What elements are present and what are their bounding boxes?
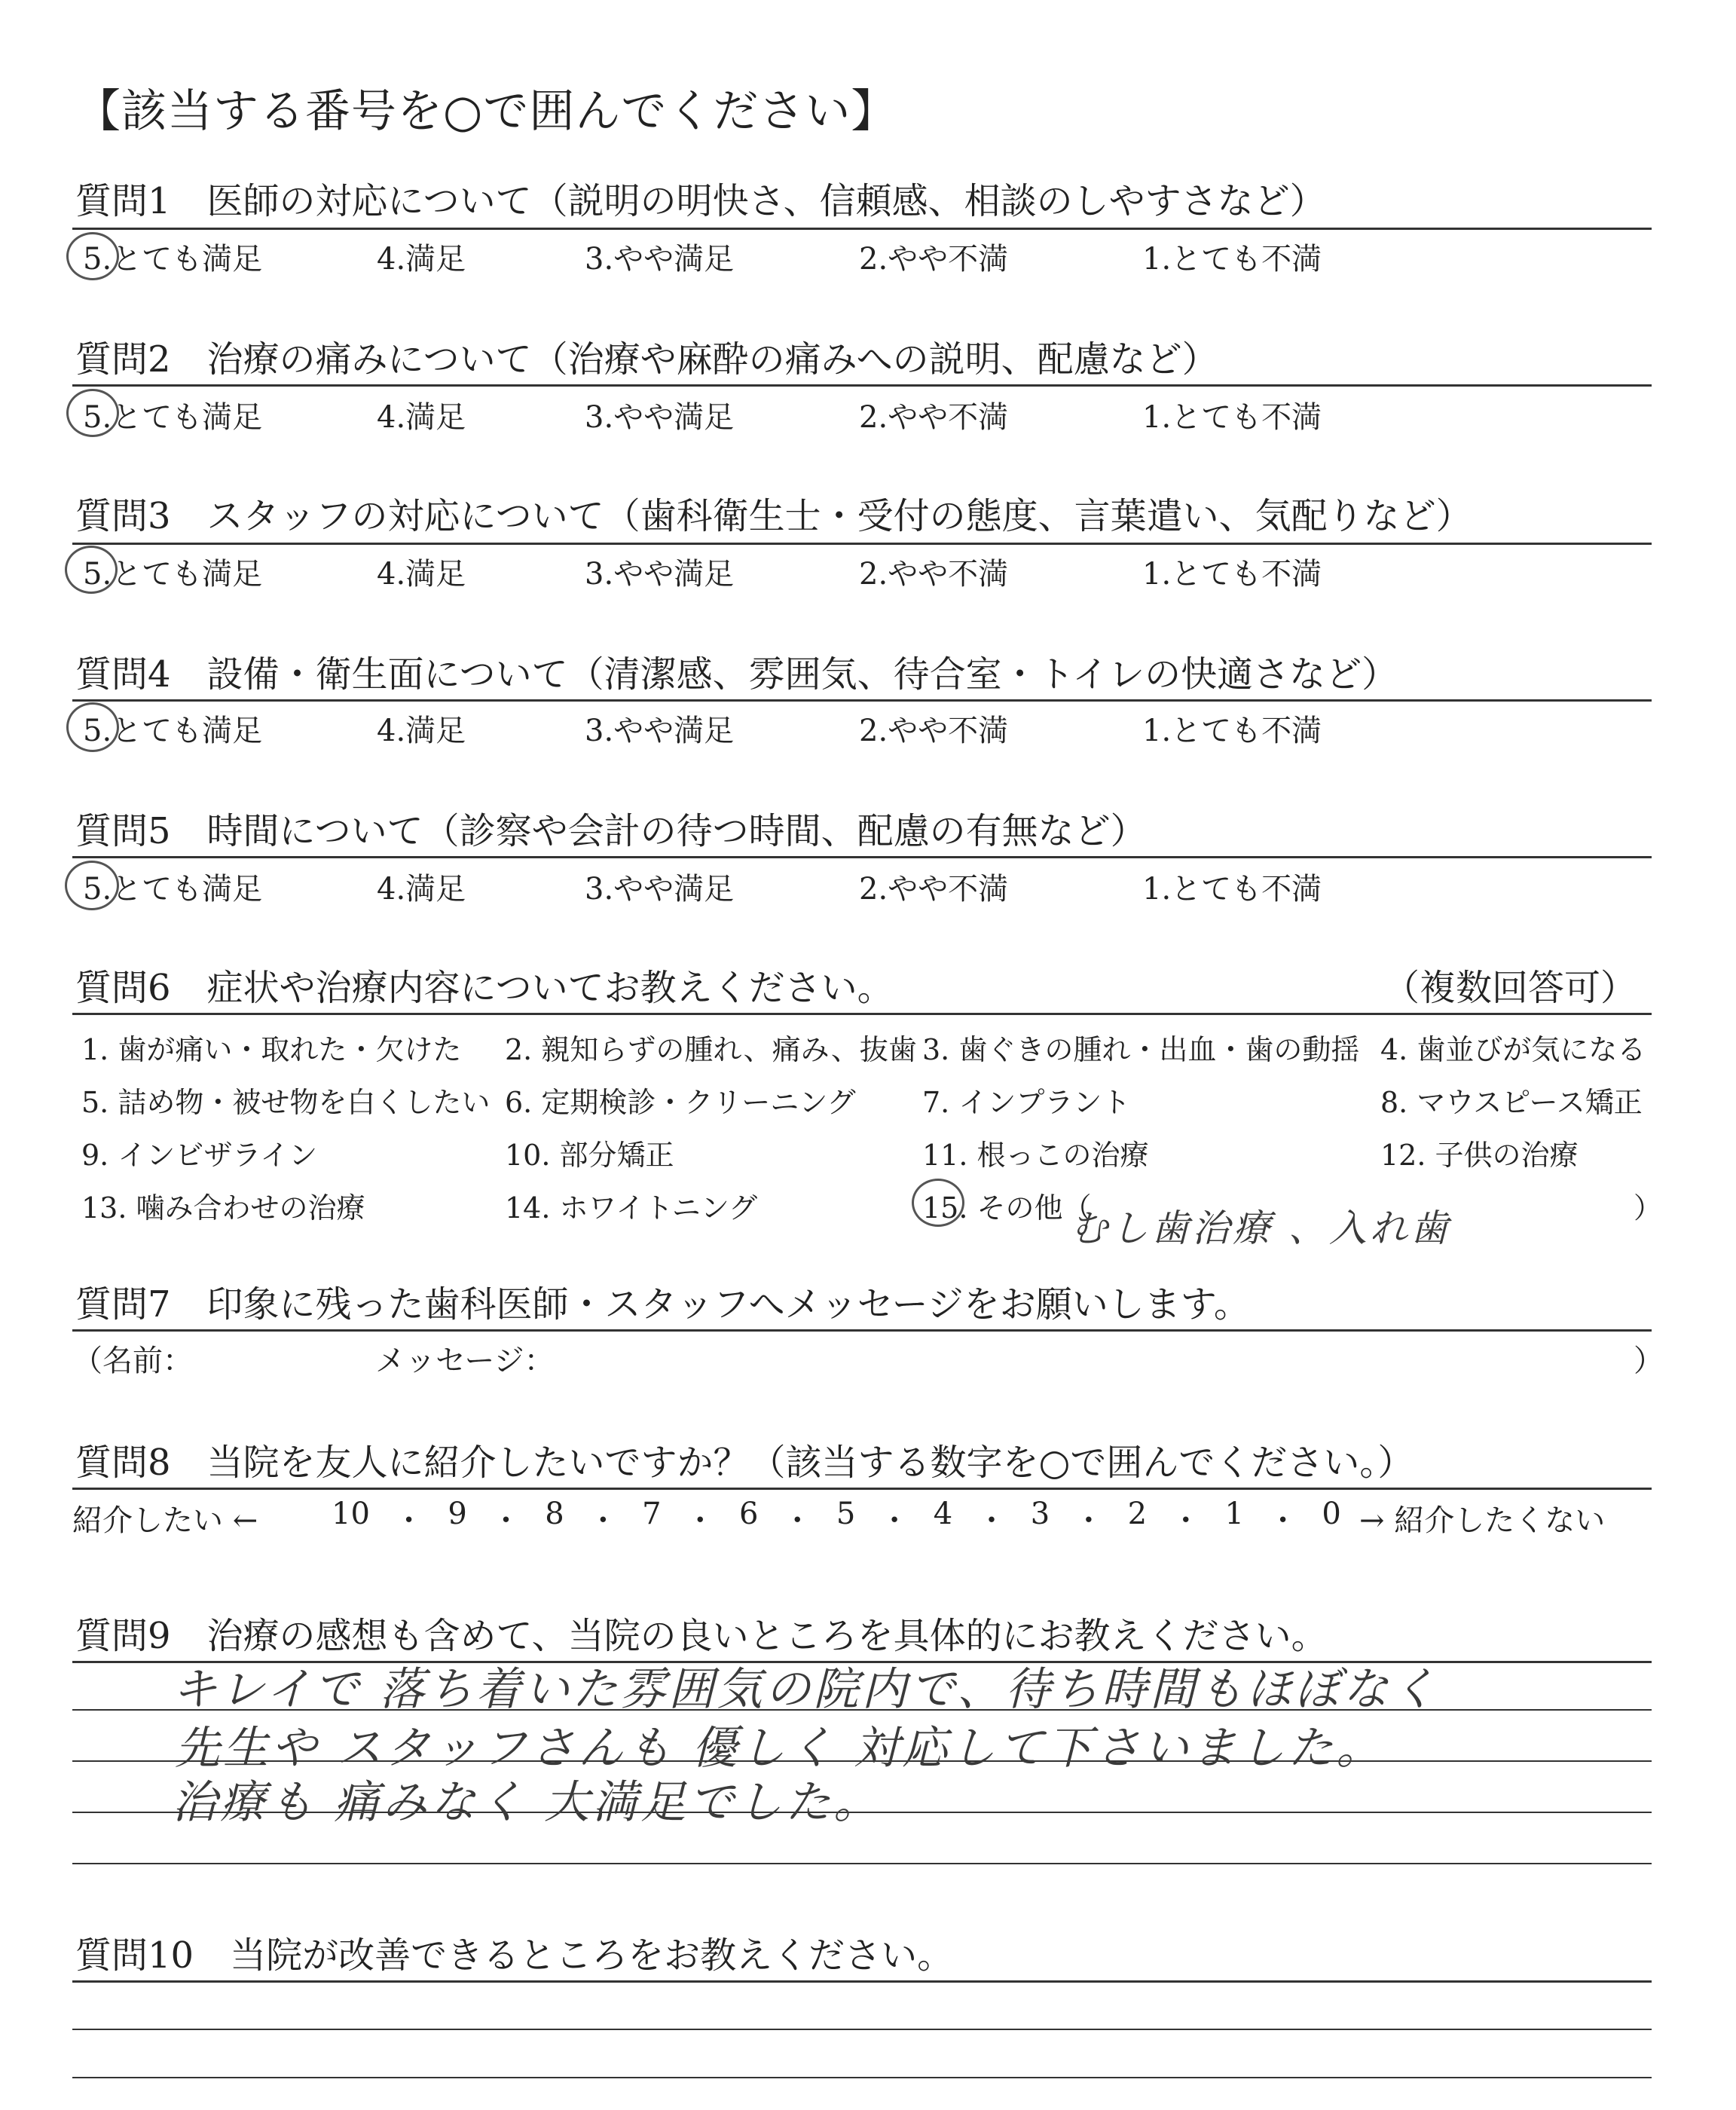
q1-option-2[interactable]: 2.やや不満 (859, 242, 1009, 277)
q3-option-1[interactable]: 1.とても不満 (1142, 557, 1322, 592)
q4-option-5[interactable]: 5.とても満足 (83, 714, 263, 748)
question-3-label: 質問3 スタッフの対応について（歯科衛生士・受付の態度、言葉遣い、気配りなど） (75, 495, 1472, 537)
question-1-rule (72, 228, 1652, 230)
q6-item-14[interactable]: 14. ホワイトニング (505, 1191, 758, 1225)
q3-option-2[interactable]: 2.やや不満 (859, 557, 1009, 592)
question-7-label: 質問7 印象に残った歯科医師・スタッフへメッセージをお願いします。 (75, 1283, 1250, 1326)
q8-scale-0[interactable]: 0 (1322, 1497, 1341, 1531)
q6-item-11[interactable]: 11. 根っこの治療 (922, 1139, 1149, 1172)
question-10-rule-1 (72, 1980, 1652, 1983)
question-8-label: 質問8 当院を友人に紹介したいですか？（該当する数字を○で囲んでください。） (75, 1442, 1414, 1484)
page-title: 【該当する番号を○で囲んでください】 (75, 85, 897, 138)
q6-item-12[interactable]: 12. 子供の治療 (1380, 1139, 1579, 1172)
q8-scale-7[interactable]: 7 (642, 1497, 662, 1531)
q3-option-3[interactable]: 3.やや満足 (585, 557, 735, 592)
question-10-rule-3 (72, 2077, 1652, 2078)
question-5-rule (72, 856, 1652, 858)
q8-scale-5[interactable]: 5 (836, 1497, 856, 1531)
q5-option-4[interactable]: 4.満足 (377, 872, 466, 907)
q4-option-2[interactable]: 2.やや不満 (859, 714, 1009, 748)
q8-scale-dot: ・ (491, 1503, 521, 1538)
q1-answer-circle (66, 232, 119, 280)
q8-scale-2[interactable]: 2 (1127, 1497, 1148, 1531)
q6-item-9[interactable]: 9. インビザライン (81, 1139, 318, 1172)
q3-answer-circle (65, 546, 118, 594)
question-5-label: 質問5 時間について（診察や会計の待つ時間、配慮の有無など） (75, 810, 1147, 852)
q8-scale-dot: ・ (588, 1503, 619, 1538)
q8-scale-dot: ・ (685, 1503, 716, 1538)
q9-handwritten-line-2[interactable]: 先生や スタッフさんも 優しく 対応して下さいました。 (175, 1722, 1385, 1775)
q7-name-label: （名前： (72, 1344, 193, 1378)
q8-scale-1[interactable]: 1 (1224, 1497, 1244, 1531)
q6-item-15[interactable]: 15. その他（ (922, 1191, 1092, 1225)
q1-option-5[interactable]: 5.とても満足 (83, 242, 263, 277)
q8-scale-10[interactable]: 10 (332, 1497, 370, 1531)
q9-handwritten-line-3[interactable]: 治療も 痛みなく 大満足でした。 (172, 1776, 882, 1829)
q2-option-4[interactable]: 4.満足 (377, 400, 466, 435)
q6-item-10[interactable]: 10. 部分矯正 (505, 1139, 674, 1172)
q2-option-3[interactable]: 3.やや満足 (585, 400, 735, 435)
q7-message-label: メッセージ： (375, 1344, 555, 1378)
question-3-rule (72, 543, 1652, 545)
q6-item-15-close: ） (1634, 1191, 1663, 1225)
q8-scale-3[interactable]: 3 (1030, 1497, 1050, 1531)
q3-option-5[interactable]: 5.とても満足 (83, 557, 263, 592)
question-2-rule (72, 384, 1652, 387)
question-4-label: 質問4 設備・衛生面について（清潔感、雰囲気、待合室・トイレの快適さなど） (75, 653, 1398, 696)
q8-scale-dot: ・ (976, 1503, 1007, 1538)
question-1-label: 質問1 医師の対応について（説明の明快さ、信頼感、相談のしやすさなど） (75, 180, 1326, 222)
q6-item-6[interactable]: 6. 定期検診・クリーニング (505, 1086, 856, 1119)
q1-option-4[interactable]: 4.満足 (377, 242, 466, 277)
q5-option-3[interactable]: 3.やや満足 (585, 872, 735, 907)
q6-item-13[interactable]: 13. 噛み合わせの治療 (81, 1191, 365, 1225)
q8-scale-4[interactable]: 4 (933, 1497, 953, 1531)
q8-scale-dot: ・ (782, 1503, 813, 1538)
q6-item-2[interactable]: 2. 親知らずの腫れ、痛み、抜歯 (505, 1033, 917, 1066)
q5-option-5[interactable]: 5.とても満足 (83, 872, 263, 907)
q5-option-2[interactable]: 2.やや不満 (859, 872, 1009, 907)
q3-option-4[interactable]: 4.満足 (377, 557, 466, 592)
q8-scale-dot: ・ (1267, 1503, 1298, 1538)
question-6-label: 質問6 症状や治療内容についてお教えください。 (75, 967, 894, 1009)
q4-answer-circle (66, 702, 119, 752)
q2-option-5[interactable]: 5.とても満足 (83, 400, 263, 435)
q8-right-label: → 紹介したくない (1359, 1503, 1606, 1538)
q8-scale-dot: ・ (1073, 1503, 1104, 1538)
q8-scale-dot: ・ (393, 1503, 424, 1538)
q6-item-1[interactable]: 1. 歯が痛い・取れた・欠けた (81, 1033, 462, 1066)
q6-item-3[interactable]: 3. 歯ぐきの腫れ・出血・歯の動揺 (922, 1033, 1360, 1066)
question-4-rule (72, 699, 1652, 702)
q2-answer-circle (66, 389, 119, 437)
q6-item-5[interactable]: 5. 詰め物・被せ物を白くしたい (81, 1086, 491, 1119)
q7-close: ） (1634, 1344, 1664, 1378)
question-8-rule (72, 1488, 1652, 1490)
q5-answer-circle (65, 861, 119, 910)
q1-option-1[interactable]: 1.とても不満 (1142, 242, 1322, 277)
q6-item-8[interactable]: 8. マウスピース矯正 (1380, 1086, 1643, 1119)
q8-scale-dot: ・ (1170, 1503, 1201, 1538)
q5-option-1[interactable]: 1.とても不満 (1142, 872, 1322, 907)
q6-other-handwritten[interactable]: むし歯治療 、入れ歯 (1070, 1206, 1451, 1250)
question-10-rule-2 (72, 2029, 1652, 2030)
q6-item-15-circle (912, 1179, 964, 1227)
q8-scale-dot: ・ (879, 1503, 910, 1538)
question-2-label: 質問2 治療の痛みについて（治療や麻酔の痛みへの説明、配慮など） (75, 338, 1218, 381)
q8-scale (332, 1497, 1341, 1540)
q6-item-7[interactable]: 7. インプラント (922, 1086, 1131, 1119)
q4-option-4[interactable]: 4.満足 (377, 714, 466, 748)
question-9-rule-5 (72, 1863, 1652, 1864)
q2-option-1[interactable]: 1.とても不満 (1142, 400, 1322, 435)
question-10-label: 質問10 当院が改善できるところをお教えください。 (75, 1934, 954, 1977)
q8-scale-9[interactable]: 9 (448, 1497, 467, 1531)
q4-option-3[interactable]: 3.やや満足 (585, 714, 735, 748)
question-6-note: （複数回答可） (1383, 967, 1637, 1009)
q8-left-label: 紹介したい ← (72, 1503, 258, 1538)
question-7-rule (72, 1329, 1652, 1332)
q1-option-3[interactable]: 3.やや満足 (585, 242, 735, 277)
question-6-rule (72, 1013, 1652, 1015)
q4-option-1[interactable]: 1.とても不満 (1142, 714, 1322, 748)
q9-handwritten-line-1[interactable]: キレイで 落ち着いた雰囲気の院内で、待ち時間もほぼなく (172, 1663, 1440, 1716)
q2-option-2[interactable]: 2.やや不満 (859, 400, 1009, 435)
q6-item-4[interactable]: 4. 歯並びが気になる (1380, 1033, 1646, 1066)
q8-scale-8[interactable]: 8 (545, 1497, 564, 1531)
question-9-label: 質問9 治療の感想も含めて、当院の良いところを具体的にお教えください。 (75, 1615, 1328, 1657)
q8-scale-6[interactable]: 6 (739, 1497, 759, 1531)
